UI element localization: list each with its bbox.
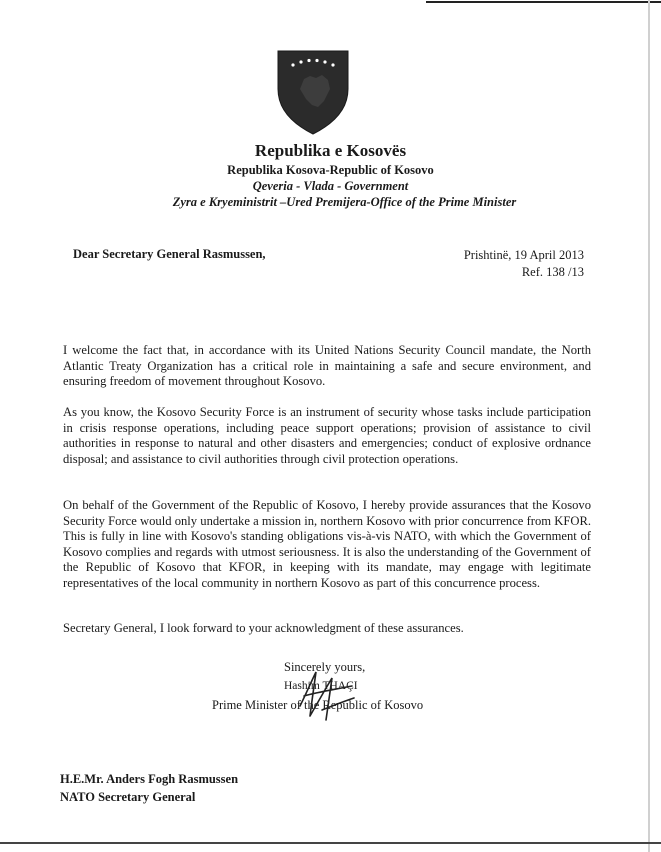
body-paragraph-4: Secretary General, I look forward to your acknowledgment of these assurances. bbox=[63, 621, 464, 635]
republic-title-albanian: Republika e Kosovës bbox=[254, 141, 407, 160]
signatory-name: Hashim THAÇI bbox=[284, 680, 358, 692]
place-date: Prishtinë, 19 April 2013 bbox=[463, 248, 584, 262]
body-paragraph-3: On behalf of the Government of the Republic of Kosovo, I hereby provide assurances that the Kosovo Security Force would only undertake a mission in, northern Kosovo with prior concurrence from KFOR. This is fully in line with Kosovo's standing obligations vis-à-vis NATO, with which the Government of Kosovo complies and regards with utmost seriousness. It is also the understanding of the Government of the Republic of Kosovo that KFOR, in keeping with its mandate, may engage with legitimate representatives of the local community in northern Kosovo as part of this concurrence process. bbox=[63, 498, 591, 590]
date-reference-block bbox=[464, 247, 584, 281]
kosovo-coat-of-arms-icon bbox=[276, 49, 350, 135]
government-line: Qeveria - Vlada - Government bbox=[252, 179, 409, 193]
addressee-name: H.E.Mr. Anders Fogh Rasmussen bbox=[60, 772, 239, 786]
body-paragraph-2: As you know, the Kosovo Security Force is an instrument of security whose tasks include participation in crisis response operations, including peace support operations; provision of assistance to civil authorities in response to natural and other disasters and emergencies; conduct of explosive ordnance disposal; and assistance to civil authorities through civil protection operations. bbox=[63, 405, 591, 466]
office-line: Zyra e Kryeministrit –Ured Premijera-Office of the Prime Minister bbox=[172, 195, 517, 209]
addressee-title: NATO Secretary General bbox=[60, 790, 196, 804]
handwritten-signature bbox=[292, 666, 362, 724]
addressee-block bbox=[60, 770, 238, 806]
signatory-title: Prime Minister of the Republic of Kosovo bbox=[212, 698, 424, 712]
scan-edge-right bbox=[648, 0, 650, 852]
reference-number: Ref. 138 /13 bbox=[521, 265, 584, 279]
body-paragraph-1: I welcome the fact that, in accordance with its United Nations Security Council mandate, the North Atlantic Treaty Organization has a critical role in maintaining a safe and secure environment, and ensuring freedom of movement throughout Kosovo. bbox=[63, 343, 591, 389]
scan-edge-bottom bbox=[0, 842, 661, 844]
republic-title-bilingual: Republika Kosova-Republic of Kosovo bbox=[227, 163, 434, 177]
salutation: Dear Secretary General Rasmussen, bbox=[73, 247, 266, 261]
scan-edge-top bbox=[426, 1, 661, 3]
closing: Sincerely yours, bbox=[284, 660, 366, 674]
